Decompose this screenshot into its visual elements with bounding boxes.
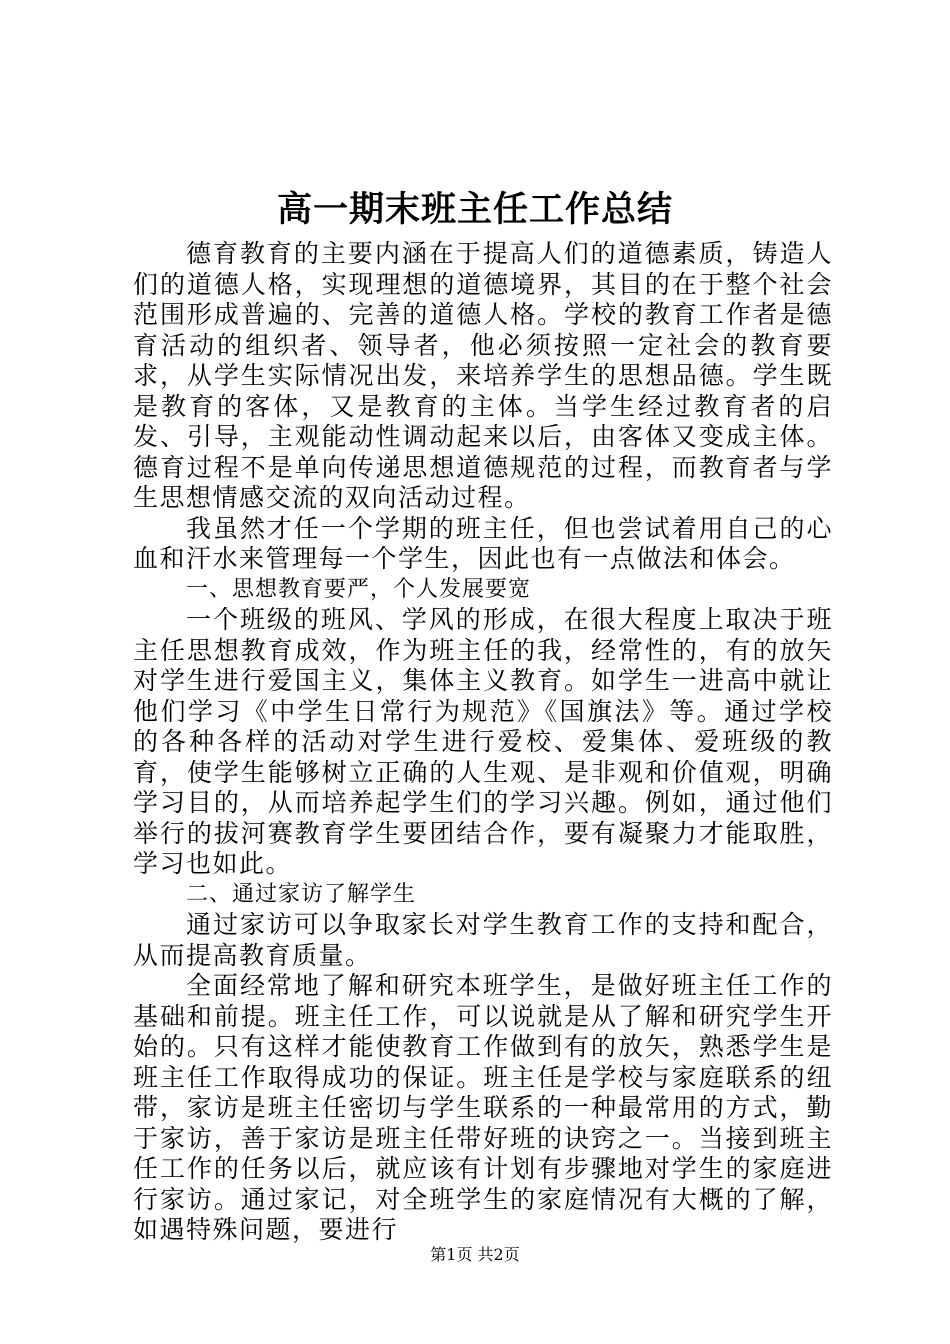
paragraph: 德育教育的主要内涵在于提高人们的道德素质，铸造人们的道德人格，实现理想的道德境界，其目的在于整个社会范围形成普遍的、完善的道德人格。学校的教育工作者是德育活动的组织者、领导者，他必须按照一定社会的教育要求，从学生实际情况出发，来培养学生的思想品德。学生既是教育的客体，又是教育的主体。当学生经过教育者的启发、引导，主观能动性调动起来以后，由客体又变成主体。德育过程不是单向传递思想道德规范的过程，而教育者与学生思想情感交流的双向活动过程。 bbox=[133, 239, 833, 512]
paragraph: 全面经常地了解和研究本班学生，是做好班主任工作的基础和前提。班主任工作，可以说就是从了解和研究学生开始的。只有这样才能使教育工作做到有的放矢，熟悉学生是班主任工作取得成功的保证。班主任是学校与家庭联系的纽带，家访是班主任密切与学生联系的一种最常用的方式，勤于家访，善于家访是班主任带好班的诀窍之一。当接到班主任工作的任务以后，就应该有计划有步骤地对学生的家庭进行家访。通过家记，对全班学生的家庭情况有大概的了解，如遇特殊问题，要进行 bbox=[133, 971, 833, 1244]
paragraph: 通过家访可以争取家长对学生教育工作的支持和配合，从而提高教育质量。 bbox=[133, 910, 833, 970]
section-heading: 二、通过家访了解学生 bbox=[186, 881, 417, 907]
document-title: 高一期末班主任工作总结 bbox=[276, 189, 673, 230]
section-heading: 一、思想教育要严，个人发展要宽 bbox=[186, 576, 532, 602]
document-body bbox=[133, 239, 833, 1246]
paragraph: 一个班级的班风、学风的形成，在很大程度上取决于班主任思想教育成效，作为班主任的我，经常性的，有的放矢对学生进行爱国主义，集体主义教育。如学生一进高中就让他们学习《中学生日常行为规范》《国旗法》等。通过学校的各种各样的活动对学生进行爱校、爱集体、爱班级的教育，使学生能够树立正确的人生观、是非观和价值观，明确学习目的，从而培养起学生们的学习兴趣。例如，通过他们举行的拔河赛教育学生要团结合作，要有凝聚力才能取胜，学习也如此。 bbox=[133, 605, 833, 878]
page-number-footer: 第1页 共2页 bbox=[430, 1245, 520, 1264]
paragraph: 我虽然才任一个学期的班主任，但也尝试着用自己的心血和汗水来管理每一个学生，因此也有一点做法和体会。 bbox=[133, 513, 833, 573]
